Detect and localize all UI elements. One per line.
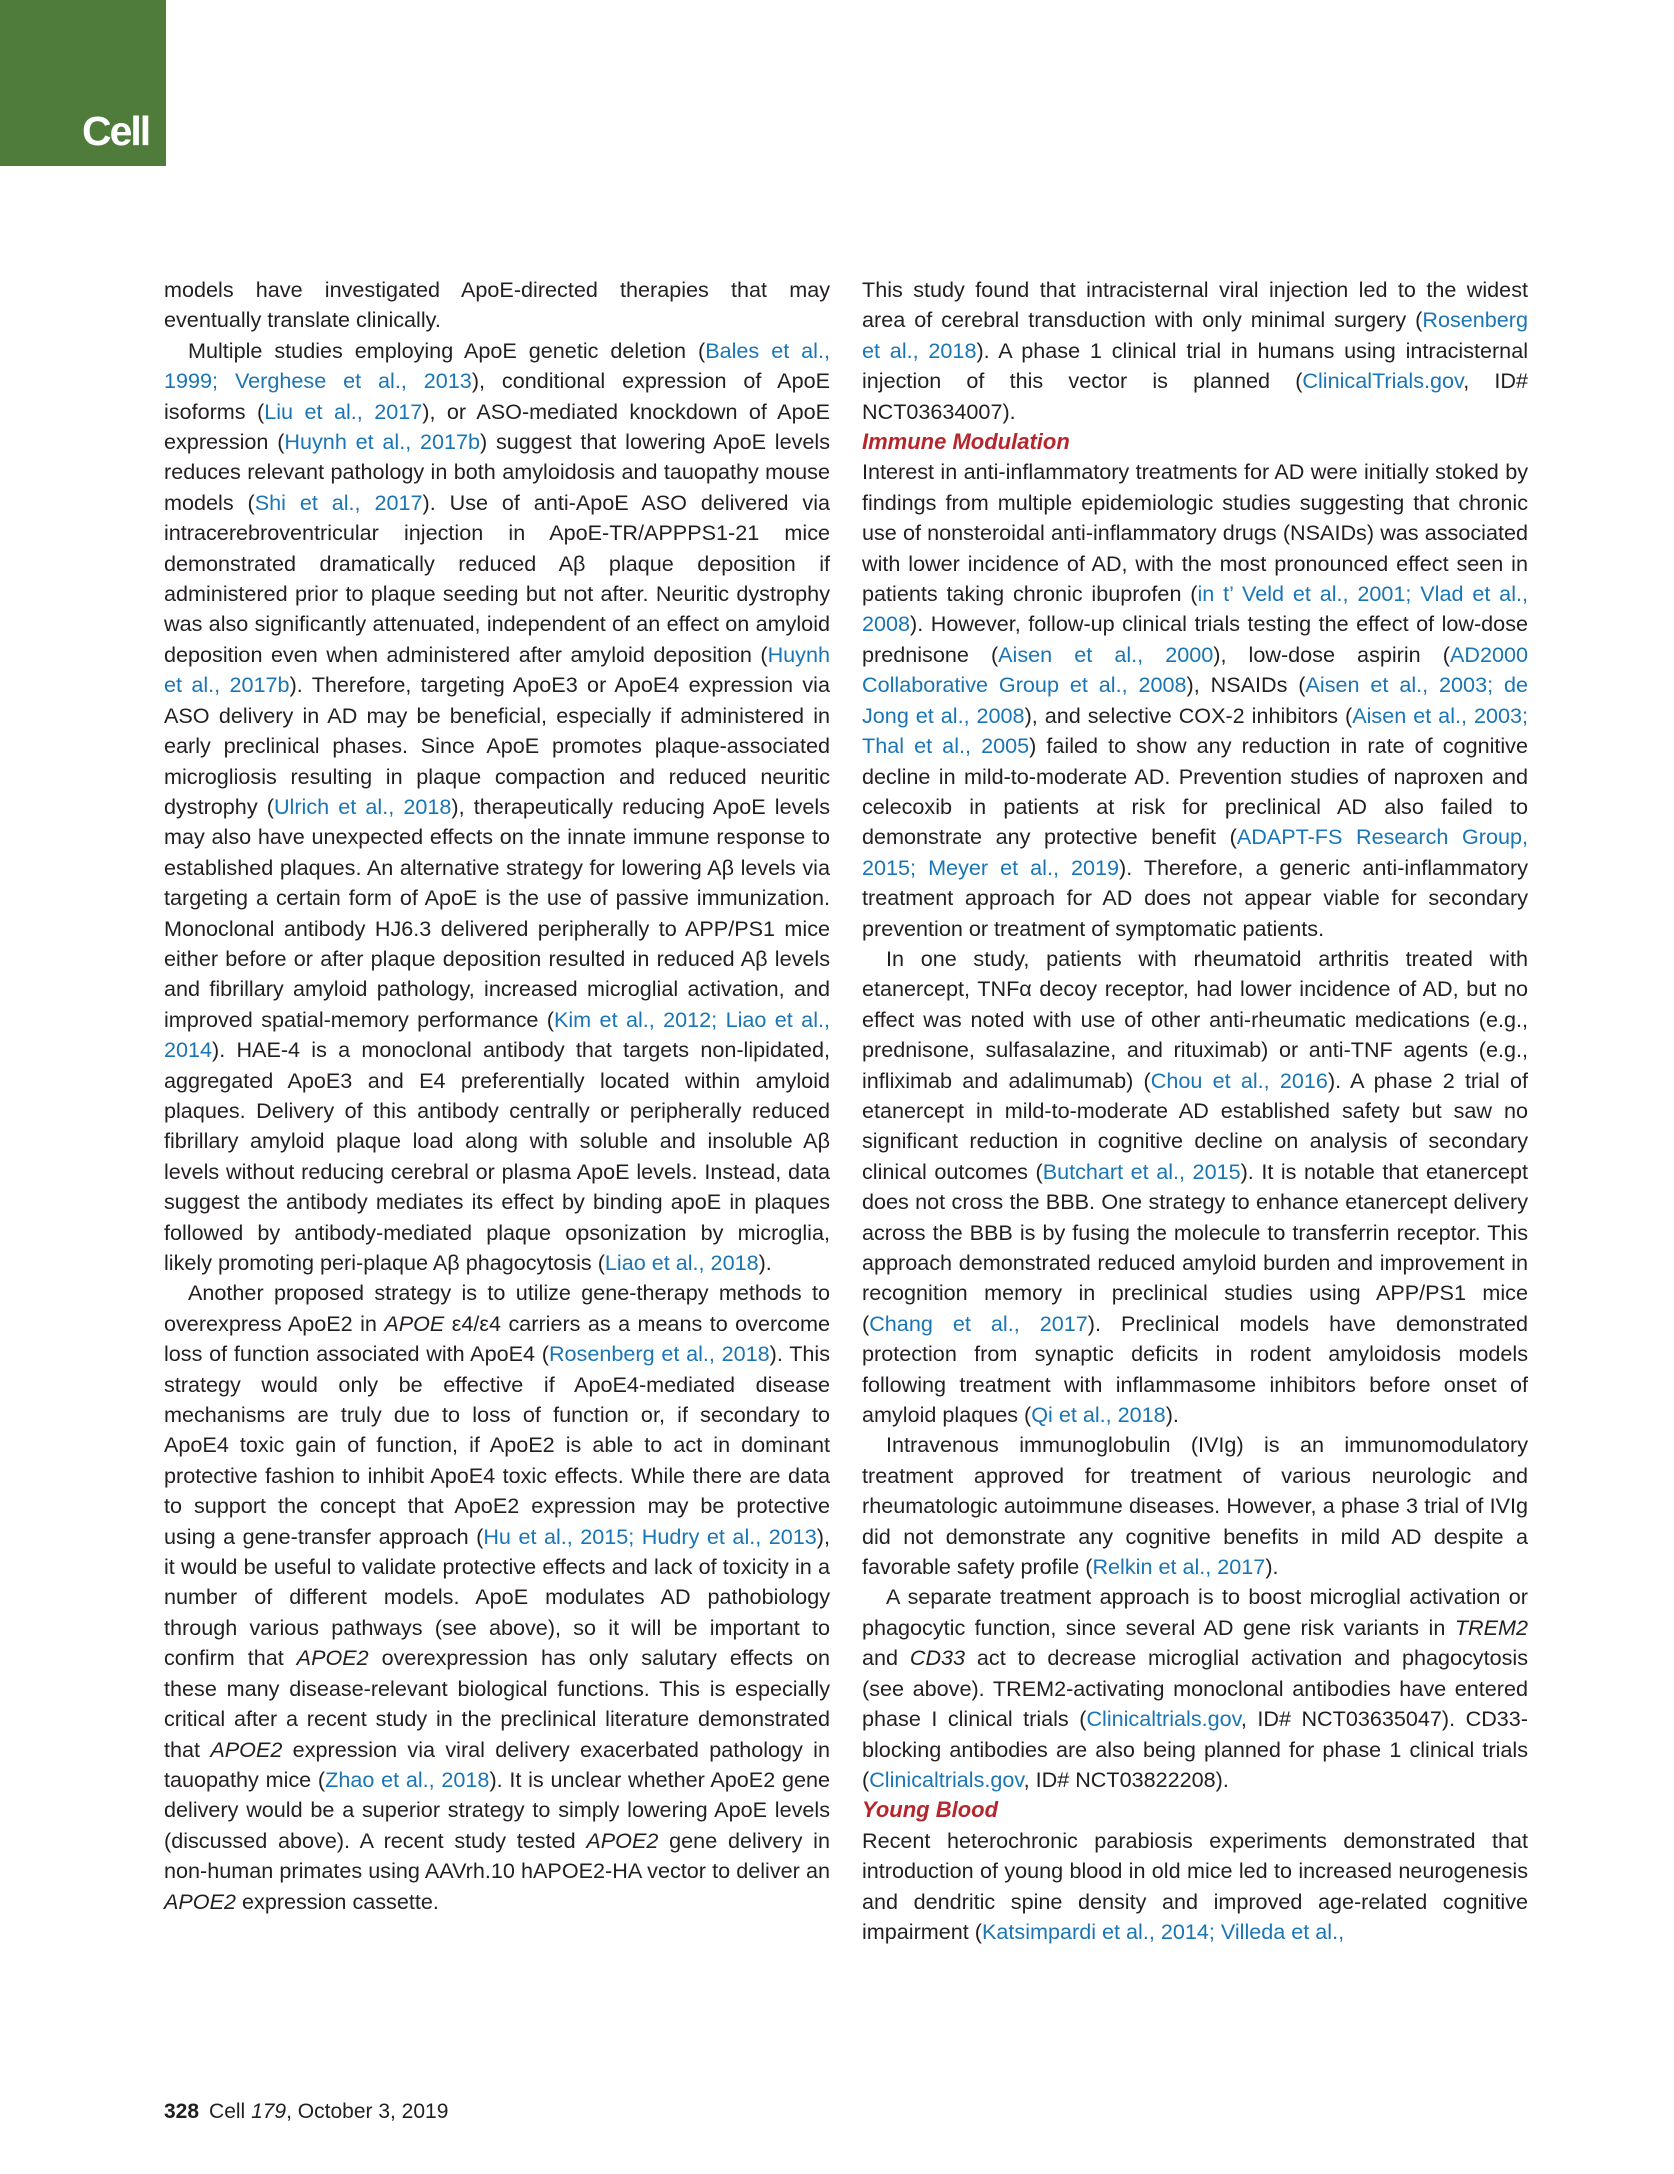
text-run: This study found that intracisternal viral injection led to the widest area of cerebral transduction with only minimal surgery ( bbox=[862, 277, 1528, 333]
citation-link[interactable]: Zhao et al., 2018 bbox=[325, 1766, 490, 1792]
text-run: ). It is notable that etanercept does not cross the BBB. One strategy to enhance etanercept delivery across the BBB is by fusing the molecule to transferrin receptor. This approach demonstrated reduced amyloid burden and improvement in recognition memory in preclinical studies using APP/PS1 mice ( bbox=[862, 1158, 1528, 1336]
citation-link[interactable]: Rosenberg et al., 2018 bbox=[862, 307, 1528, 363]
text-run: In one study, patients with rheumatoid arthritis treated with etanercept, TNFα decoy receptor, had lower incidence of AD, but no effect was noted with use of other anti-rheumatic medications (e.g., prednisone, sulfasalazine, and rituximab) or anti-TNF agents (e.g., infliximab and adalimumab) ( bbox=[862, 945, 1528, 1093]
text-run: ). Use of anti-ApoE ASO delivered via intracerebroventricular injection in ApoE-TR/APPPS1-21 mice demonstrated dramatically reduced Aβ plaque deposition if administered prior to plaque seeding but not after. Neuritic dystrophy was also significantly attenuated, independent of an effect on amyloid deposition even when administered after amyloid deposition ( bbox=[164, 489, 830, 667]
citation-link[interactable]: Chang et al., 2017 bbox=[869, 1310, 1088, 1336]
text-run: ). It is unclear whether ApoE2 gene delivery would be a superior strategy to simply lowering ApoE levels (discussed above). A recent study tested bbox=[164, 1766, 831, 1853]
citation-link[interactable]: Bales et al., 1999; Verghese et al., 2013 bbox=[164, 337, 830, 394]
text-run: ). However, follow-up clinical trials testing the effect of low-dose prednisone ( bbox=[862, 611, 1528, 667]
text-run: expression via viral delivery exacerbated pathology in tauopathy mice ( bbox=[164, 1736, 830, 1792]
text-run: models have investigated ApoE-directed therapies that may eventually translate clinically. bbox=[164, 277, 830, 333]
paragraph bbox=[164, 275, 830, 336]
paragraph bbox=[862, 1826, 1528, 1948]
text-run: ). This strategy would only be effective if ApoE4-mediated disease mechanisms are truly due to loss of function or, if secondary to ApoE4 toxic gain of function, if ApoE2 is able to act in dominant protective fashion to inhibit ApoE4 toxic effects. While there are data to support the concept that ApoE2 expression may be protective using a gene-transfer approach ( bbox=[164, 1341, 831, 1549]
text-run: ). bbox=[1165, 1402, 1179, 1428]
text-run: act to decrease microglial activation and phagocytosis (see above). TREM2-activating monoclonal antibodies have entered phase I clinical trials ( bbox=[862, 1645, 1528, 1732]
citation-link[interactable]: Relkin et al., 2017 bbox=[1092, 1554, 1266, 1580]
text-run: ), NSAIDs ( bbox=[1186, 672, 1306, 698]
footer-volume: 179 bbox=[251, 2100, 287, 2123]
page-number: 328 bbox=[164, 2100, 200, 2123]
paragraph bbox=[164, 336, 830, 1279]
citation-link[interactable]: Liu et al., 2017 bbox=[264, 398, 423, 424]
text-run: and bbox=[862, 1645, 910, 1671]
citation-link[interactable]: Huynh et al., 2017b bbox=[284, 429, 481, 455]
cell-logo-text: Cell bbox=[82, 108, 150, 154]
text-run: ), therapeutically reducing ApoE levels may also have unexpected effects on the innate immune response to established plaques. An alternative strategy for lowering Aβ levels via targeting a certain form of ApoE is the use of passive immunization. Monoclonal antibody HJ6.3 delivered peripherally to APP/PS1 mice either before or after plaque deposition resulted in reduced Aβ levels and fibrillary amyloid pathology, increased microglial activation, and improved spatial-memory performance ( bbox=[164, 793, 831, 1032]
text-run: ε4/ε4 carriers as a means to overcome loss of function associated with ApoE4 ( bbox=[164, 1310, 830, 1367]
italic-term: APOE bbox=[384, 1310, 445, 1336]
citation-link[interactable]: ClinicalTrials.gov bbox=[1302, 368, 1464, 394]
text-run: ), and selective COX-2 inhibitors ( bbox=[1024, 702, 1353, 728]
text-run: Intravenous immunoglobulin (IVIg) is an immunomodulatory treatment approved for treatment of various neurologic and rheumatologic autoimmune diseases. However, a phase 3 trial of IVIg did not demonstrate any cognitive benefits in mild AD despite a favorable safety profile ( bbox=[862, 1432, 1528, 1580]
italic-term: APOE2 bbox=[210, 1736, 283, 1762]
citation-link[interactable]: Chou et al., 2016 bbox=[1150, 1067, 1328, 1093]
citation-link[interactable]: Rosenberg et al., 2018 bbox=[548, 1341, 770, 1367]
paragraph bbox=[862, 457, 1528, 944]
text-run: ). HAE-4 is a monoclonal antibody that targets non-lipidated, aggregated ApoE3 and E4 preferentially located within amyloid plaques. Delivery of this antibody centrally or peripherally reduced fibrillary amyloid plaque load along with soluble and insoluble Aβ levels without reducing cerebral or plasma ApoE levels. Instead, data suggest the antibody mediates its effect by binding apoE in plaques followed by antibody-mediated plaque opsonization by microglia, likely promoting peri-plaque Aβ phagocytosis ( bbox=[164, 1037, 830, 1275]
italic-term: APOE2 bbox=[296, 1645, 369, 1671]
text-run: ). Therefore, targeting ApoE3 or ApoE4 expression via ASO delivery in AD may be beneficial, especially if administered in early preclinical phases. Since ApoE promotes plaque-associated microgliosis resulting in plaque compaction and reduced neuritic dystrophy ( bbox=[164, 672, 830, 819]
text-run: ), or ASO-mediated knockdown of ApoE expression ( bbox=[164, 398, 831, 455]
text-run: A separate treatment approach is to boost microglial activation or phagocytic function, since several AD gene risk variants in bbox=[862, 1584, 1528, 1640]
paragraph bbox=[862, 1582, 1528, 1795]
italic-term: TREM2 bbox=[1454, 1614, 1528, 1640]
text-run: ), it would be useful to validate protective effects and lack of toxicity in a number of different models. ApoE modulates AD pathobiology through various pathways (see above), so it will be important to confirm that bbox=[164, 1523, 830, 1671]
text-run: , ID# NCT03822208). bbox=[1023, 1766, 1229, 1792]
citation-link[interactable]: AD2000 Collaborative Group et al., 2008 bbox=[862, 641, 1528, 698]
text-run: Another proposed strategy is to utilize gene-therapy methods to overexpress ApoE2 in bbox=[164, 1280, 830, 1336]
citation-link[interactable]: Ulrich et al., 2018 bbox=[273, 793, 452, 819]
text-run: ). A phase 2 trial of etanercept in mild-to-moderate AD established safety but saw no significant reduction in cognitive decline on analysis of secondary clinical outcomes ( bbox=[862, 1067, 1528, 1184]
text-run: ). Therefore, a generic anti-inflammatory treatment approach for AD does not appear viable for secondary prevention or treatment of symptomatic patients. bbox=[862, 854, 1528, 941]
text-run: expression cassette. bbox=[236, 1888, 439, 1914]
section-heading-immune-modulation: Immune Modulation bbox=[862, 429, 1070, 455]
text-run: ). Preclinical models have demonstrated protection from synaptic deficits in rodent amyloidosis models following treatment with inflammasome inhibitors before onset of amyloid plaques ( bbox=[862, 1310, 1529, 1428]
text-run: ). bbox=[1265, 1554, 1279, 1580]
citation-link[interactable]: Aisen et al., 2003; de Jong et al., 2008 bbox=[862, 672, 1528, 728]
citation-link[interactable]: Butchart et al., 2015 bbox=[1042, 1158, 1241, 1184]
paragraph bbox=[164, 1278, 830, 1917]
citation-link[interactable]: Kim et al., 2012; Liao et al., 2014 bbox=[164, 1006, 830, 1063]
citation-link[interactable]: Aisen et al., 2000 bbox=[998, 641, 1214, 667]
text-run: , ID# NCT03635047). CD33-blocking antibodies are also being planned for phase 1 clinical trials ( bbox=[862, 1706, 1528, 1792]
citation-link[interactable]: Hu et al., 2015; Hudry et al., 2013 bbox=[483, 1523, 817, 1549]
italic-term: APOE2 bbox=[164, 1888, 237, 1914]
citation-link[interactable]: Liao et al., 2018 bbox=[604, 1250, 759, 1275]
citation-link[interactable]: Huynh et al., 2017b bbox=[164, 641, 830, 698]
citation-link[interactable]: Aisen et al., 2003; Thal et al., 2005 bbox=[862, 702, 1528, 759]
citation-link[interactable]: Qi et al., 2018 bbox=[1031, 1402, 1166, 1428]
citation-link[interactable]: ADAPT-FS Research Group, 2015; Meyer et al., 2019 bbox=[862, 824, 1528, 880]
paragraph bbox=[862, 1430, 1528, 1582]
citation-link[interactable]: Shi et al., 2017 bbox=[254, 489, 423, 515]
right-column bbox=[862, 275, 1528, 1947]
citation-link[interactable]: Clinicaltrials.gov bbox=[869, 1766, 1024, 1792]
text-run: ). bbox=[758, 1250, 772, 1275]
footer-date: , October 3, 2019 bbox=[286, 2100, 449, 2123]
text-run: Multiple studies employing ApoE genetic deletion ( bbox=[188, 337, 706, 363]
footer-journal: Cell bbox=[209, 2100, 246, 2123]
text-run: ) failed to show any reduction in rate of cognitive decline in mild-to-moderate AD. Prevention studies of naproxen and celecoxib in patients at risk for preclinical AD also failed to demonstrate any protective benefit ( bbox=[862, 733, 1528, 850]
text-run: ). A phase 1 clinical trial in humans using intracisternal injection of this vector is planned ( bbox=[862, 337, 1529, 394]
text-run: Interest in anti-inflammatory treatments for AD were initially stoked by findings from multiple epidemiologic studies suggesting that chronic use of nonsteroidal anti-inflammatory drugs (NSAIDs) was associated with lower incidence of AD, with the most pronounced effect seen in patients taking chronic ibuprofen ( bbox=[862, 459, 1528, 607]
text-run: ), conditional expression of ApoE isoforms ( bbox=[164, 368, 830, 424]
citation-link[interactable]: Clinicaltrials.gov bbox=[1086, 1706, 1241, 1732]
text-run: ), low-dose aspirin ( bbox=[1213, 641, 1450, 667]
text-run: gene delivery in non-human primates using AAVrh.10 hAPOE2-HA vector to deliver an bbox=[164, 1827, 830, 1884]
paragraph bbox=[862, 275, 1528, 427]
italic-term: APOE2 bbox=[586, 1827, 659, 1853]
cell-logo bbox=[0, 0, 166, 166]
left-column bbox=[164, 275, 830, 1917]
italic-term: CD33 bbox=[909, 1645, 966, 1671]
section-heading-young-blood: Young Blood bbox=[862, 1797, 999, 1823]
text-run: , ID# NCT03634007). bbox=[862, 368, 1528, 424]
text-run: Recent heterochronic parabiosis experiments demonstrated that introduction of young blood in old mice led to increased neurogenesis and dendritic spine density and improved age-related cognitive impairment ( bbox=[862, 1827, 1528, 1944]
citation-link[interactable]: Katsimpardi et al., 2014; Villeda et al., bbox=[982, 1918, 1345, 1944]
paragraph bbox=[862, 944, 1528, 1431]
text-run: ) suggest that lowering ApoE levels reduces relevant pathology in both amyloidosis and tauopathy mouse models ( bbox=[164, 429, 830, 515]
page-footer bbox=[164, 2100, 448, 2124]
text-run: overexpression has only salutary effects on these many disease-relevant biological functions. This is especially critical after a recent study in the preclinical literature demonstrated that bbox=[164, 1645, 830, 1762]
citation-link[interactable]: in t’ Veld et al., 2001; Vlad et al., 2008 bbox=[862, 581, 1528, 637]
